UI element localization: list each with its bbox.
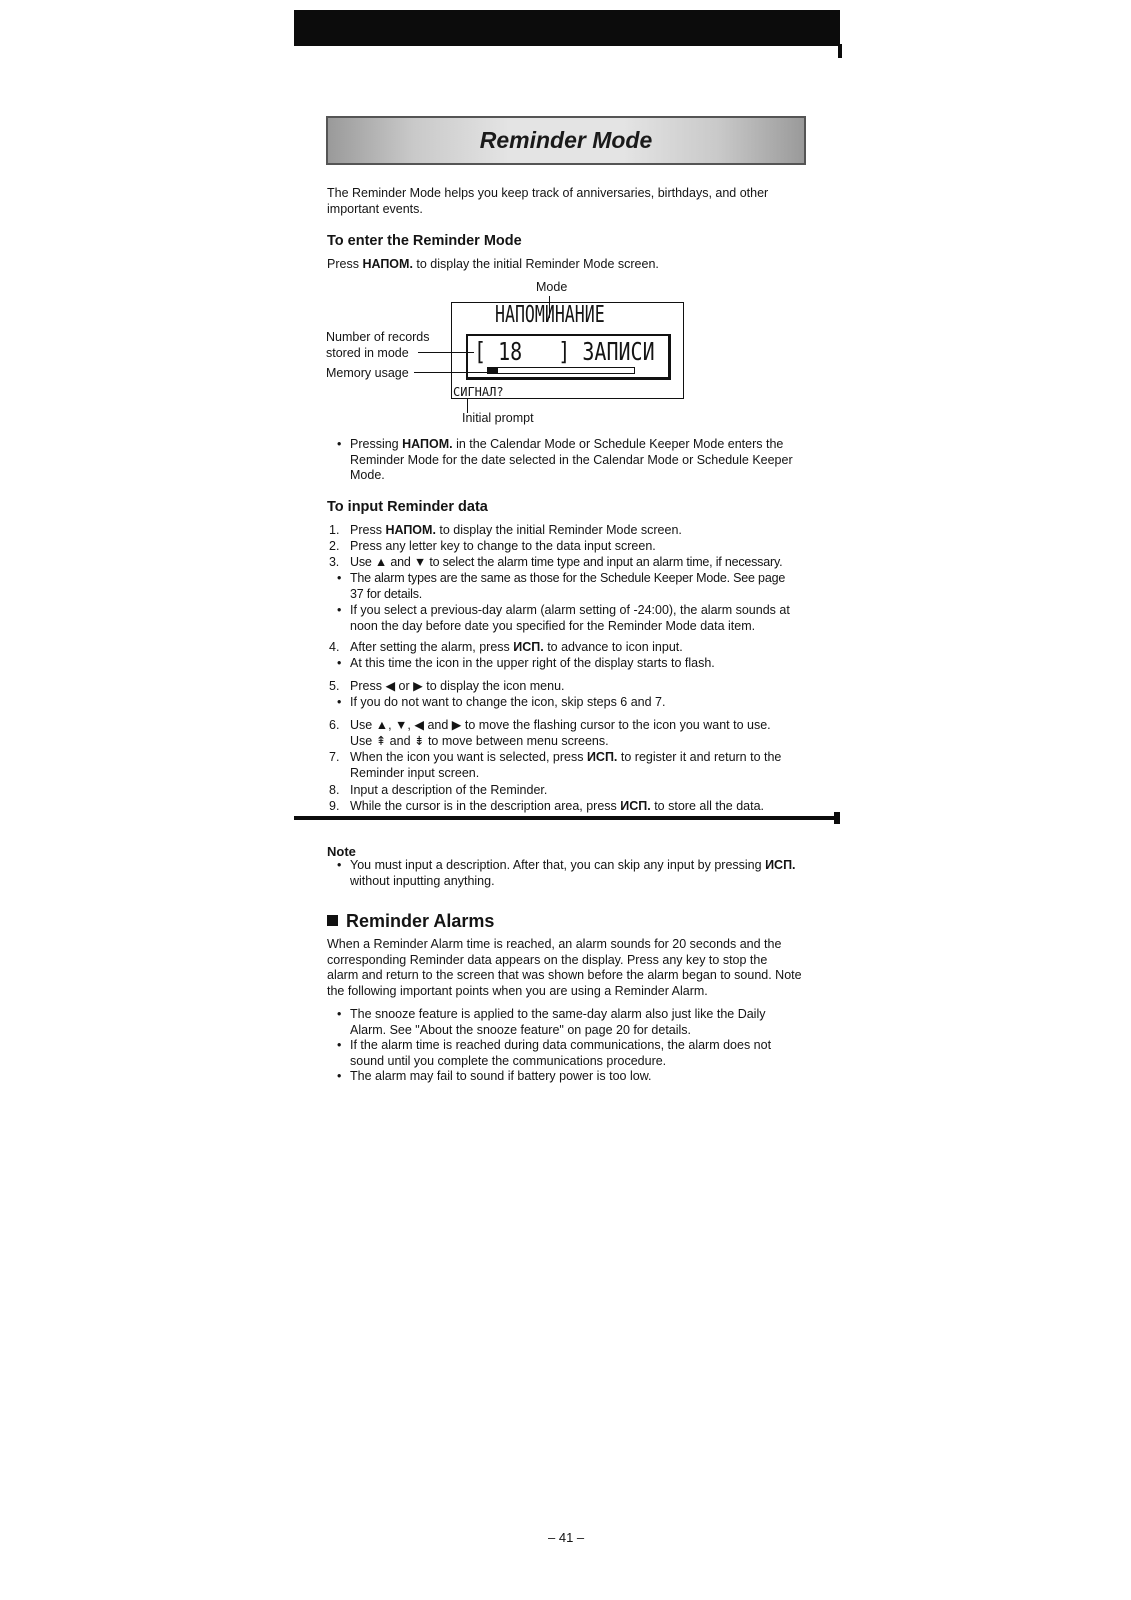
step-2: 2. Press any letter key to change to the data input screen. xyxy=(329,539,656,553)
input-heading: To input Reminder data xyxy=(327,499,488,515)
enter-bullet: • Pressing НАПОМ. in the Calendar Mode or Schedule Keeper Mode enters the Reminder Mode for the date selected in the Calendar Mode or Schedule Keeper Mode. xyxy=(350,437,810,484)
page-down-icon: ⇟ xyxy=(414,733,425,748)
page-up-icon: ⇞ xyxy=(375,733,387,748)
section-separator-bar xyxy=(294,816,838,820)
right-arrow-icon: ▶ xyxy=(413,679,423,693)
diagram-label-prompt: Initial prompt xyxy=(462,411,534,425)
down-arrow-icon: ▼ xyxy=(413,555,427,569)
up-arrow-icon: ▲ xyxy=(374,555,388,569)
step-1: 1. Press НАПОМ. to display the initial Reminder Mode screen. xyxy=(329,523,682,537)
step-5: 5. Press ◀ or ▶ to display the icon menu. xyxy=(329,679,565,693)
diagram-label-records-1: Number of records xyxy=(326,330,430,344)
step-9: 9. While the cursor is in the description area, press ИСП. to store all the data. xyxy=(329,799,764,813)
memory-leader-line xyxy=(414,372,488,373)
step-6: 6. Use ▲, ▼, ◀ and ▶ to move the flashing cursor to the icon you want to use. Use ⇞ and ⇟ to move between menu screens. xyxy=(329,718,771,748)
alarms-bullet-2: • If the alarm time is reached during data communications, the alarm does not sound until you complete the communications procedure. xyxy=(350,1038,820,1069)
square-bullet-icon xyxy=(327,915,338,926)
step-3-bullet-b: • If you select a previous-day alarm (alarm setting of -24:00), the alarm sounds at noon the day before date you specified for the Reminder Mode data item. xyxy=(350,603,820,634)
step-3: 3. Use ▲ and ▼ to select the alarm time type and input an alarm time, if necessary. xyxy=(329,555,783,569)
page-title: Reminder Mode xyxy=(479,127,653,153)
note-bullet: • You must input a description. After that, you can skip any input by pressing ИСП. without inputting anything. xyxy=(350,858,820,889)
step-4-bullet: • At this time the icon in the upper right of the display starts to flash. xyxy=(350,656,820,672)
left-arrow-icon: ◀ xyxy=(385,679,396,693)
records-leader-line xyxy=(418,352,474,353)
down-arrow-icon: ▼ xyxy=(395,718,408,732)
alarms-bullet-1: • The snooze feature is applied to the same-day alarm also just like the Daily Alarm. See "About the snooze feature" on page 20 for details. xyxy=(350,1007,820,1038)
page-title-banner xyxy=(326,116,806,165)
alarms-heading: Reminder Alarms xyxy=(327,911,494,932)
note-heading: Note xyxy=(327,844,356,859)
alarms-paragraph: When a Reminder Alarm time is reached, an alarm sounds for 20 seconds and the corresponding Reminder data appears on the display. Press any key to stop the alarm and return to the screen that was shown before the alarm began to sound. Note the following important points when you are using a Reminder Alarm. xyxy=(327,937,802,998)
up-arrow-icon: ▲ xyxy=(375,718,389,732)
step-3-bullet-a: • The alarm types are the same as those for the Schedule Keeper Mode. See page 37 for details. xyxy=(350,571,820,602)
top-decorative-bar xyxy=(294,10,840,46)
memory-usage-fill xyxy=(488,368,498,373)
diagram-label-mode: Mode xyxy=(536,280,568,294)
step-7: 7. When the icon you want is selected, press ИСП. to register it and return to the Reminder input screen. xyxy=(329,750,782,780)
memory-usage-bar xyxy=(487,367,635,374)
step-4: 4. After setting the alarm, press ИСП. to advance to icon input. xyxy=(329,640,683,654)
lcd-records-text: [ 18 ] ЗАПИСИ xyxy=(474,337,655,366)
napom-key: НАПОМ. xyxy=(362,257,413,271)
lcd-prompt-text: СИГНАЛ? xyxy=(453,385,504,399)
diagram-label-records-2: stored in mode xyxy=(326,346,409,360)
right-arrow-icon: ▶ xyxy=(451,718,462,732)
lcd-mode-text: НАПОМИНАНИЕ xyxy=(495,302,605,328)
diagram-label-memory: Memory usage xyxy=(326,366,409,380)
alarms-bullet-3: • The alarm may fail to sound if battery power is too low. xyxy=(350,1069,820,1085)
page-number: – 41 – xyxy=(548,1530,585,1545)
left-arrow-icon: ◀ xyxy=(414,718,424,732)
enter-instruction: Press НАПОМ. to display the initial Reminder Mode screen. xyxy=(327,257,659,271)
enter-heading: To enter the Reminder Mode xyxy=(327,233,522,249)
step-8: 8. Input a description of the Reminder. xyxy=(329,783,548,797)
intro-paragraph: The Reminder Mode helps you keep track of anniversaries, birthdays, and other important events. xyxy=(327,186,769,216)
step-5-bullet: • If you do not want to change the icon, skip steps 6 and 7. xyxy=(350,695,820,711)
